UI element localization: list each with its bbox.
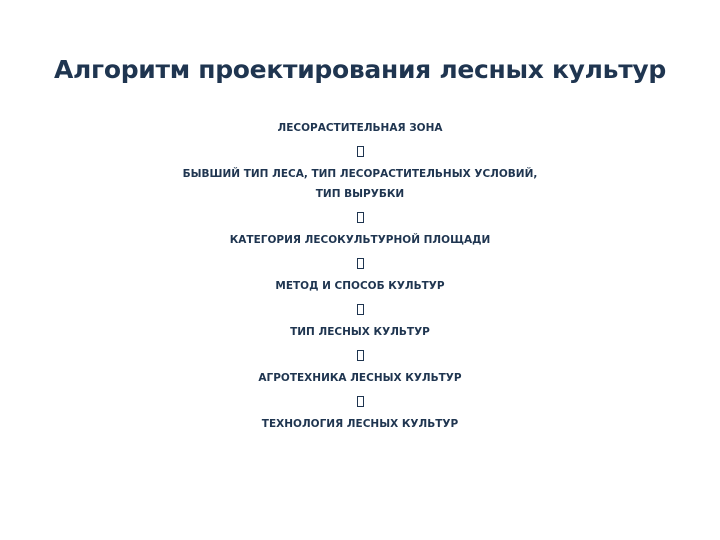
step-forest-type-line-2: ТИП ВЫРУБКИ (315, 188, 405, 200)
step-method: МЕТОД И СПОСОБ КУЛЬТУР (275, 280, 445, 292)
down-arrow-icon (40, 391, 680, 412)
algorithm-steps (40, 118, 680, 435)
step-agrotechnics: АГРОТЕХНИКА ЛЕСНЫХ КУЛЬТУР (258, 372, 462, 384)
down-arrow-icon (40, 299, 680, 320)
step-technology: ТЕХНОЛОГИЯ ЛЕСНЫХ КУЛЬТУР (261, 418, 459, 430)
slide-title: Алгоритм проектирования лесных культур (54, 55, 666, 84)
down-arrow-icon (40, 141, 680, 162)
step-plantation-type: ТИП ЛЕСНЫХ КУЛЬТУР (290, 326, 430, 338)
step-forest-zone: ЛЕСОРАСТИТЕЛЬНАЯ ЗОНА (277, 122, 443, 134)
step-forest-type-line-1: БЫВШИЙ ТИП ЛЕСА, ТИП ЛЕСОРАСТИТЕЛЬНЫХ УСЛОВИЙ, (182, 168, 538, 180)
down-arrow-icon (40, 253, 680, 274)
down-arrow-icon (40, 345, 680, 366)
step-site-category: КАТЕГОРИЯ ЛЕСОКУЛЬТУРНОЙ ПЛОЩАДИ (229, 234, 491, 246)
down-arrow-icon (40, 207, 680, 228)
